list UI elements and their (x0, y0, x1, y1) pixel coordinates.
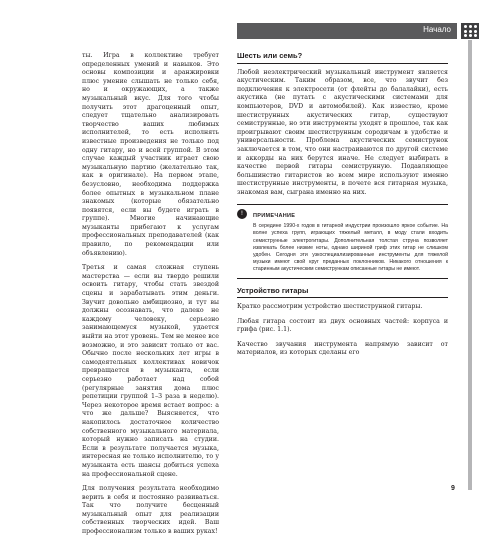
page-number: 9 (451, 485, 455, 492)
page-edge-bar (468, 40, 472, 490)
paragraph: Любой неэлектрический музыкальный инструмент является акустическим. Таким образом, все, что звучит без подключения к электросети (от флейты до балалайки), есть акустика (не путать с акустическими системами для компьютеров, DVD и автомобилей). Как известно, кроме шестиструнных акустических гитар, существуют семиструнные, но эти инструменты уходят в прошлое, так как проигрывают своим шестиструнным сородичам в удобстве и универсальности. Проблема акустических семиструнок заключается в том, что они настраиваются по другой системе и аккорды на них берутся иначе. Не следует выбирать в качестве первой гитары семиструнную. Подавляющее большинство гитаристов во всем мире используют именно шестиструнные инструменты, в почете вся гитарная музыка, знакомая вам, сыграна именно на них. (237, 68, 448, 196)
running-header (237, 23, 457, 39)
paragraph: Для получения результата необходимо верить в себя и постоянно развиваться. Так что получите бесценный музыкальный опыт для реализации собственных творческих идей. Ваш профессионализм только в ваших руках! (82, 485, 219, 536)
note-body: В середине 1990-х годов в гитарной индустрии произошло яркое событие. На волне успеха групп, играющих тяжелый металл, в моду стали входить семиструнные электрогитары. Дополнительная толстая струна позволяет извлекать более низкие ноты, однако шириной гриф этих гитар не слишком удобен. Сегодня эти узкоспециализированные инструменты для тяжелой музыки имеют свой круг преданных поклонников. Никакого отношения к старинным акустическим семистрункам описанные гитары не имеют. (253, 223, 448, 273)
paragraph: ты. Игра в коллективе требует определенных умений и навыков. Это основы композиции и аранжировки плюс умение слышать не только себя, но и окружающих, а также музыкальный вкус. Для того чтобы получить этот драгоценный опыт, следует тщательно анализировать творчество ваших любимых исполнителей, то есть исполнять известные произведения не только под одну гитару, но и всей группой. В этом случае каждый участник играет свою музыкальную партию (желательно так, как в оригинале). На первом этапе, безусловно, необходима поддержка более опытных в музыкальном плане знакомых (которые обязательно появятся, если вы будете играть в группе). Многие начинающие музыканты прибегают к услугам профессиональных преподавателей (как правило, по рекомендации или объявлению). (82, 52, 219, 257)
note-box (237, 204, 448, 279)
chapter-title: Начало (423, 25, 451, 34)
section-heading: Шесть или семь? (237, 52, 448, 64)
right-column (237, 52, 448, 364)
paragraph: Кратко рассмотрим устройство шестиструнной гитары. (237, 303, 423, 311)
exclamation-icon: ! (237, 209, 247, 219)
section-heading: Устройство гитары (237, 287, 448, 299)
paragraph: Качество звучания инструмента напрямую зависит от материалов, из которых сделаны его (237, 340, 448, 357)
note-title: ПРИМЕЧАНИЕ (253, 212, 296, 219)
left-column (82, 52, 219, 543)
paragraph: Третья и самая сложная ступень мастерства — если вы твердо решили освоить гитару, чтобы стать звездой сцены и зарабатывать этим деньги. Звучит довольно амбициозно, и тут вы должны осознавать, что далеко не каждому человеку, серьезно занимающемуся музыкой, удается выйти на этот уровень. Тем не менее все возможно, и это зависит только от вас. Обычно после нескольких лет игры в самодеятельных коллективах новичок превращается в музыканта, если серьезно работает над собой (регулярные занятия дома плюс репетиции группой 1–3 раза в неделю). Через некоторое время встает вопрос: а что же дальше? Выясняется, что накопилось достаточное количество собственного музыкального материала, который нужно записать на студии. Если в результате получается музыка, интересная не только исполнителю, то у музыканта есть шансы добиться успеха на профессиональной сцене. (82, 264, 219, 478)
paragraph: Любая гитара состоит из двух основных частей: корпуса и грифа (рис. 1.1). (237, 317, 448, 334)
grid-dots-icon (461, 23, 479, 39)
